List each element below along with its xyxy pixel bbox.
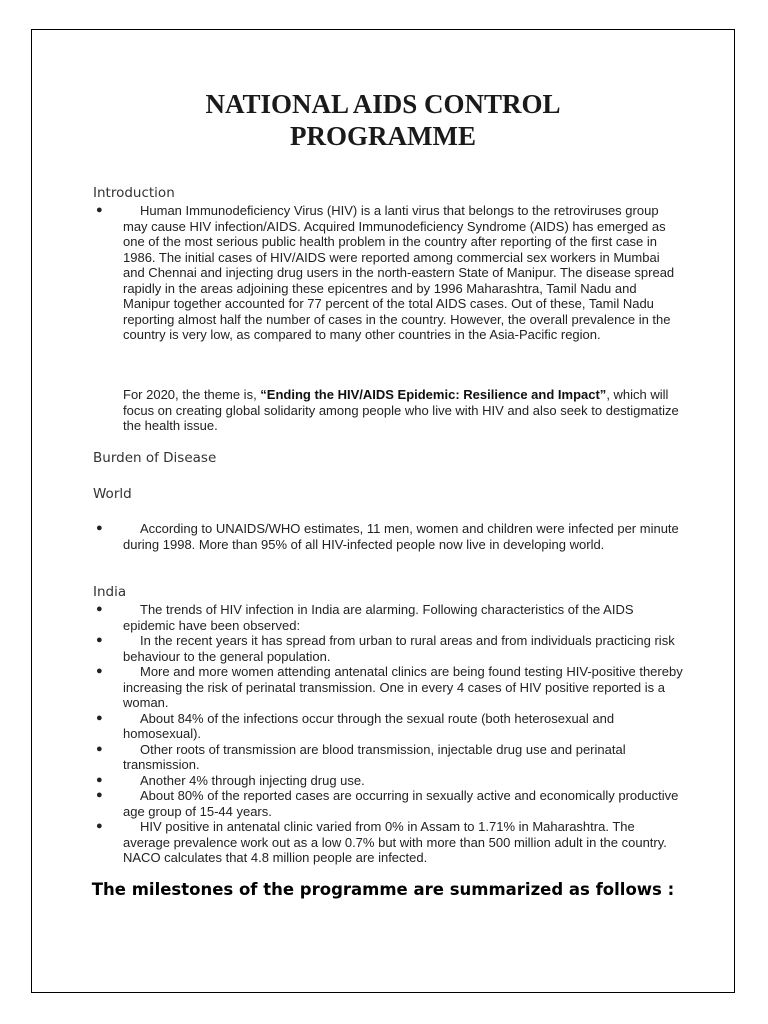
india-item-text: The trends of HIV infection in India are alarming. Following characteristics of the AIDS epidemic have been observed: xyxy=(123,602,634,633)
introduction-heading: Introduction xyxy=(93,185,175,201)
list-item xyxy=(93,788,683,819)
india-heading: India xyxy=(93,584,127,600)
list-item xyxy=(93,819,683,866)
india-item-text: In the recent years it has spread from urban to rural areas and from individuals practicing risk behaviour to the general population. xyxy=(123,633,675,664)
milestones-heading: The milestones of the programme are summarized as follows : xyxy=(91,880,675,899)
theme-paragraph xyxy=(123,387,683,434)
theme-suffix: , which will focus on creating global solidarity among people who live with HIV and also seek to destigmatize the health issue. xyxy=(123,387,679,433)
introduction-list xyxy=(93,203,683,343)
world-list xyxy=(93,521,683,552)
bullet-icon: ● xyxy=(96,665,103,677)
list-item xyxy=(93,711,683,742)
india-item-text: HIV positive in antenatal clinic varied from 0% in Assam to 1.71% in Maharashtra. The average prevalence work out as a low 0.7% but with more than 500 million adult in the country. NACO calculates that 4.8 million people are infected. xyxy=(123,819,667,865)
india-item-text: More and more women attending antenatal clinics are being found testing HIV-positive thereby increasing the risk of perinatal transmission. One in every 4 cases of HIV positive reported is a woman. xyxy=(123,664,683,710)
introduction-text: Human Immunodeficiency Virus (HIV) is a lanti virus that belongs to the retroviruses group may cause HIV infection/AIDS. Acquired Immunodeficiency Syndrome (AIDS) has emerged as one of the most serious public health problem in the country after reporting of the first case in 1986. The initial cases of HIV/AIDS were reported among commercial sex workers in Mumbai and Chennai and injecting drug users in the north-eastern State of Manipur. The disease spread rapidly in the areas adjoining these epicentres and by 1996 Maharashtra, Tamil Nadu and Manipur together accounted for 77 percent of the total AIDS cases. Out of these, Tamil Nadu reporting almost half the number of cases in the country. However, the overall prevalence in the country is very low, as compared to many other countries in the Asia-Pacific region. xyxy=(123,203,675,342)
list-item xyxy=(93,521,683,552)
list-item xyxy=(93,602,683,633)
list-item xyxy=(93,633,683,664)
india-list xyxy=(93,602,683,866)
world-heading: World xyxy=(93,486,132,502)
bullet-icon: ● xyxy=(96,204,103,216)
world-text: According to UNAIDS/WHO estimates, 11 men, women and children were infected per minute during 1998. More than 95% of all HIV-infected people now live in developing world. xyxy=(123,521,679,552)
india-item-text: Another 4% through injecting drug use. xyxy=(140,772,365,788)
list-item xyxy=(93,664,683,711)
list-item xyxy=(93,742,683,773)
india-item-text: About 84% of the infections occur through the sexual route (both heterosexual and homosexual). xyxy=(123,710,615,741)
theme-prefix: For 2020, the theme is, xyxy=(123,387,261,402)
bullet-icon: ● xyxy=(96,789,103,801)
document-title xyxy=(31,88,735,152)
bullet-icon: ● xyxy=(96,711,103,724)
bullet-icon: ● xyxy=(96,522,103,534)
bullet-icon: ● xyxy=(96,603,103,615)
bullet-icon: ● xyxy=(96,820,103,832)
bullet-icon: ● xyxy=(96,742,103,755)
bullet-icon: ● xyxy=(96,773,103,786)
bullet-icon: ● xyxy=(96,634,103,646)
india-item-text: Other roots of transmission are blood transmission, injectable drug use and perinatal transmission. xyxy=(123,741,626,772)
title-line-1: NATIONAL AIDS CONTROL xyxy=(205,89,561,119)
theme-title: “Ending the HIV/AIDS Epidemic: Resilience and Impact” xyxy=(260,387,607,402)
list-item xyxy=(93,203,683,343)
burden-heading: Burden of Disease xyxy=(93,450,217,466)
india-item-text: About 80% of the reported cases are occurring in sexually active and economically productive age group of 15-44 years. xyxy=(123,788,679,819)
list-item xyxy=(93,773,683,789)
title-line-2: PROGRAMME xyxy=(290,121,476,151)
